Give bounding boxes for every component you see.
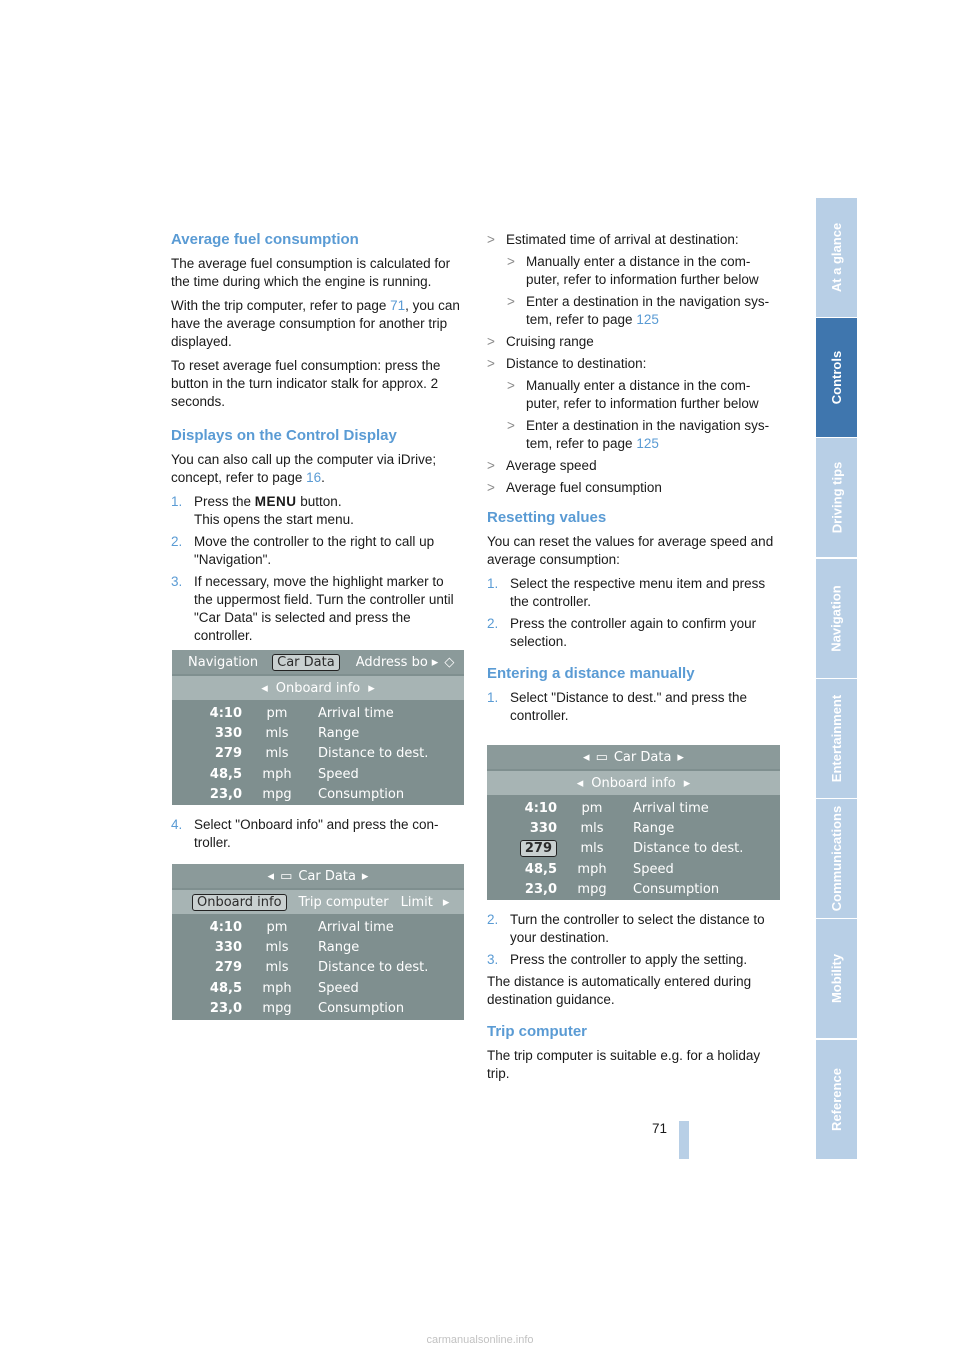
data-row[interactable]: 4:10 pm Arrival time	[524, 800, 709, 816]
enter-step-2: 2. Turn the controller to select the distance to your destination.	[487, 912, 765, 945]
sidebar-tab-entertainment[interactable]: Entertainment	[816, 679, 857, 798]
left-column-step-4	[171, 816, 463, 856]
submenu-bar	[172, 890, 464, 914]
enter-step-3: 3. Press the controller to apply the setting.	[487, 952, 748, 967]
paragraph: You can reset the values for average speed and average consumption:	[487, 534, 774, 567]
sidebar-tab-navigation[interactable]: Navigation	[816, 559, 857, 678]
left-column	[171, 231, 463, 649]
sub-bullet-item: > Manually enter a distance in the com-puter, refer to information further below	[507, 254, 759, 287]
sidebar-tab-reference[interactable]: Reference	[816, 1040, 857, 1159]
menu-button-label: MENU	[254, 494, 297, 509]
enter-step-1: 1. Select "Distance to dest." and press the controller.	[487, 690, 747, 723]
step-2: 2. Move the controller to the right to call up "Navigation".	[171, 534, 435, 567]
controller-icon: ◇	[444, 654, 455, 670]
tab-onboard-info[interactable]: Onboard info	[192, 894, 287, 911]
reset-step-2: 2. Press the controller again to confirm your selection.	[487, 616, 757, 649]
tab-car-data[interactable]: Car Data	[272, 654, 340, 671]
page-number: 71	[652, 1121, 668, 1136]
data-row[interactable]: 4:10 pm Arrival time	[209, 919, 394, 935]
submenu-onboard-info[interactable]: Onboard info	[591, 775, 676, 791]
arrow-left-icon: ◂	[267, 868, 275, 884]
section-heading-entering-distance: Entering a distance manually	[487, 665, 695, 682]
title-bar	[487, 745, 780, 769]
bullet-item: > Cruising range	[487, 334, 594, 349]
screen-title: Car Data	[298, 868, 356, 884]
right-column	[487, 231, 779, 729]
screen-title: Car Data	[613, 749, 672, 765]
tab-trip-computer[interactable]: Trip computer	[298, 894, 389, 910]
arrow-right-icon: ▸	[442, 894, 450, 910]
chapter-sidebar	[816, 198, 857, 1159]
data-row-selected[interactable]: 279 mls Distance to dest.	[487, 838, 780, 858]
arrow-left-icon: ◂	[576, 775, 584, 791]
arrow-right-icon: ▸	[683, 775, 691, 791]
arrow-right-icon: ▸	[368, 680, 375, 696]
data-row[interactable]: 4:10 pm Arrival time	[209, 705, 394, 721]
submenu-onboard-info[interactable]: Onboard info	[275, 680, 361, 696]
tab-address-book[interactable]: Address bo	[355, 654, 428, 670]
step-1: 1. Press the MENU button. This opens the start menu.	[171, 494, 354, 527]
control-display-screenshot-2	[172, 864, 464, 1020]
arrow-right-icon: ▸	[677, 749, 684, 765]
bullet-item: > Distance to destination:	[487, 356, 647, 371]
title-bar	[172, 864, 464, 888]
paragraph: The trip computer is suitable e.g. for a holiday trip.	[487, 1048, 761, 1081]
right-column-lower	[487, 911, 779, 1089]
data-row[interactable]: 23,0 mpg Consumption	[524, 881, 720, 897]
data-row[interactable]: 279 mls Distance to dest.	[214, 745, 429, 761]
paragraph: The distance is automatically entered during destination guidance.	[487, 974, 752, 1007]
sub-bullet-item: > Enter a destination in the navigation sys-tem, refer to page 125	[507, 294, 770, 327]
footer-watermark: carmanualsonline.info	[426, 1334, 534, 1346]
step-3: 3. If necessary, move the highlight marker to the uppermost field. Turn the controller until "Car Data" is selected and press the controller.	[171, 574, 454, 643]
data-row[interactable]: 279 mls Distance to dest.	[214, 959, 429, 975]
sidebar-tab-driving-tips[interactable]: Driving tips	[816, 438, 857, 557]
paragraph: With the trip computer, refer to page 71, you can have the average consumption for another trip displayed.	[171, 298, 460, 349]
data-row[interactable]: 48,5 mph Speed	[524, 861, 674, 877]
paragraph: To reset average fuel consumption: press the button in the turn indicator stalk for approx. 2 seconds.	[171, 358, 441, 409]
section-heading-control-display: Displays on the Control Display	[171, 427, 397, 444]
bullet-item: > Average fuel consumption	[487, 480, 662, 495]
data-row[interactable]: 23,0 mpg Consumption	[209, 1000, 405, 1016]
sidebar-tab-controls[interactable]: Controls	[816, 318, 857, 437]
step-4: 4. Select "Onboard info" and press the con-troller.	[171, 817, 439, 850]
sidebar-tab-communications[interactable]: Communications	[816, 799, 857, 918]
data-row[interactable]: 23,0 mpg Consumption	[209, 786, 405, 802]
page-marker	[679, 1121, 689, 1159]
page-link[interactable]: 16	[306, 470, 322, 485]
tab-limit[interactable]: Limit	[400, 894, 433, 910]
section-heading-trip-computer: Trip computer	[487, 1023, 588, 1040]
arrow-right-icon: ▸	[361, 868, 369, 884]
page-link[interactable]: 125	[636, 312, 659, 327]
sidebar-tab-mobility[interactable]: Mobility	[816, 919, 857, 1038]
submenu-bar	[487, 771, 780, 795]
tab-navigation[interactable]: Navigation	[188, 654, 259, 670]
sub-bullet-item: > Manually enter a distance in the com-puter, refer to information further below	[507, 378, 759, 411]
control-display-screenshot-1	[172, 650, 464, 805]
sub-bullet-item: > Enter a destination in the navigation sys-tem, refer to page 125	[507, 418, 770, 451]
computer-icon: ▭	[595, 749, 608, 765]
data-row[interactable]: 330 mls Range	[214, 939, 360, 955]
data-row[interactable]: 330 mls Range	[529, 820, 675, 836]
arrow-left-icon: ◂	[261, 680, 268, 696]
section-heading-average-fuel: Average fuel consumption	[171, 231, 359, 248]
page-link[interactable]: 125	[636, 436, 659, 451]
data-row[interactable]: 330 mls Range	[214, 725, 360, 741]
paragraph: The average fuel consumption is calculated for the time during which the engine is running.	[171, 256, 451, 289]
page-link[interactable]: 71	[390, 298, 406, 313]
data-row[interactable]: 48,5 mph Speed	[209, 766, 359, 782]
top-menu-bar	[172, 650, 464, 674]
control-display-screenshot-3	[487, 745, 780, 900]
arrow-right-icon: ▸	[431, 654, 439, 670]
data-row[interactable]: 48,5 mph Speed	[209, 980, 359, 996]
computer-icon: ▭	[280, 868, 293, 884]
arrow-left-icon: ◂	[583, 749, 590, 765]
bullet-item: > Estimated time of arrival at destination:	[487, 232, 739, 247]
submenu-bar	[172, 676, 464, 700]
sidebar-tab-at-a-glance[interactable]: At a glance	[816, 198, 857, 317]
paragraph: You can also call up the computer via iDrive; concept, refer to page 16.	[171, 452, 437, 485]
reset-step-1: 1. Select the respective menu item and press the controller.	[487, 576, 766, 609]
bullet-item: > Average speed	[487, 458, 597, 473]
section-heading-resetting: Resetting values	[487, 509, 607, 526]
